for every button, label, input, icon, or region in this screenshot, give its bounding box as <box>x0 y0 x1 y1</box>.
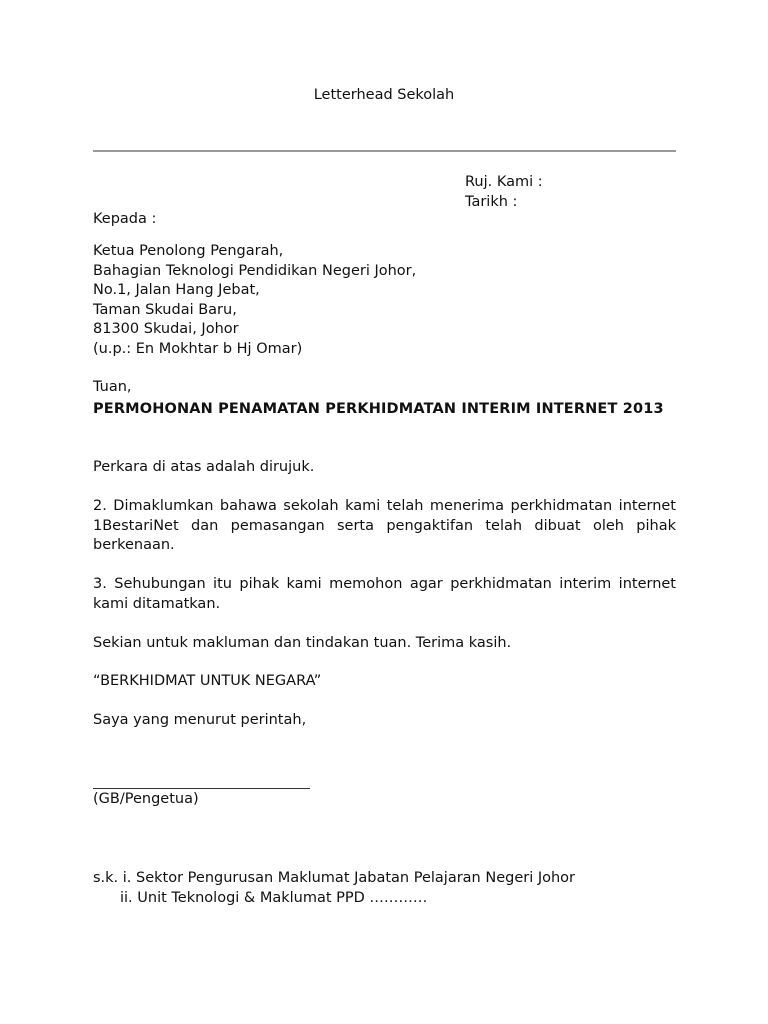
reference-tarikh-label: Tarikh : <box>465 194 518 210</box>
paragraph: 3. Sehubungan itu pihak kami memohon agar perkhidmatan interim internet kami ditamatkan. <box>93 576 676 612</box>
address-line: Bahagian Teknologi Pendidikan Negeri Johor, <box>93 262 417 279</box>
address-line: Ketua Penolong Pengarah, <box>93 243 284 259</box>
address-line: (u.p.: En Mokhtar b Hj Omar) <box>93 340 303 357</box>
signature-line <box>93 788 310 789</box>
letterhead-divider <box>93 150 676 152</box>
letterhead: Letterhead Sekolah <box>313 87 455 103</box>
recipient-label: Kepada : <box>93 211 157 227</box>
address-line: Taman Skudai Baru, <box>93 301 237 318</box>
paragraph: Sekian untuk makluman dan tindakan tuan. Terima kasih. <box>93 635 512 651</box>
salutation: Tuan, <box>93 379 132 395</box>
address-line: 81300 Skudai, Johor <box>93 321 239 338</box>
address-line: No.1, Jalan Hang Jebat, <box>93 282 260 299</box>
recipient-address <box>93 242 416 360</box>
reference-ruj-label: Ruj. Kami : <box>465 174 543 190</box>
cc-item: s.k. i. Sektor Pengurusan Maklumat Jabatan Pelajaran Negeri Johor <box>93 870 576 886</box>
closing: Saya yang menurut perintah, <box>93 712 307 728</box>
signatory-title: (GB/Pengetua) <box>93 791 199 807</box>
cc-item: ii. Unit Teknologi & Maklumat PPD ………… <box>120 889 428 906</box>
subject-heading: PERMOHONAN PENAMATAN PERKHIDMATAN INTERIM INTERNET 2013 <box>93 401 664 417</box>
reference-block <box>465 172 543 212</box>
paragraph: 2. Dimaklumkan bahawa sekolah kami telah menerima perkhidmatan internet 1BestariNet dan pemasangan serta pengaktifan telah dibuat oleh pihak berkenaan. <box>93 498 676 554</box>
motto: “BERKHIDMAT UNTUK NEGARA” <box>93 673 322 689</box>
carbon-copy-list <box>93 869 575 908</box>
paragraph: Perkara di atas adalah dirujuk. <box>93 459 315 475</box>
